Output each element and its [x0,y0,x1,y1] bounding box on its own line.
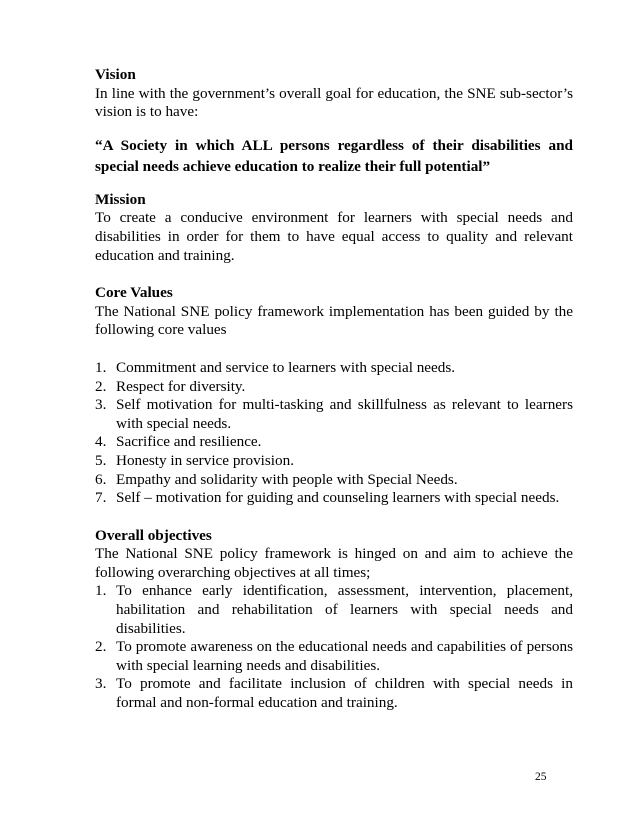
list-item-number: 1. [95,358,107,376]
core-values-intro: The National SNE policy framework implementation has been guided by the following core values [95,302,573,339]
list-item-text: To enhance early identification, assessment, intervention, placement, habilitation and rehabilitation of learners with special needs and disabilities. [116,582,573,637]
mission-section [95,191,573,265]
core-values-section [95,284,573,508]
vision-heading: Vision [95,66,136,83]
list-item-text: Self – motivation for guiding and counseling learners with special needs. [116,489,560,507]
overall-objectives-heading: Overall objectives [95,526,212,544]
list-item [95,489,573,508]
list-item [95,452,573,471]
list-item [95,359,573,378]
list-item-number: 5. [95,451,107,469]
list-item-number: 3. [95,396,107,414]
list-item-number: 6. [95,470,107,488]
list-item-number: 7. [95,489,107,507]
list-item [95,638,573,675]
vision-statement: “A Society in which ALL persons regardless of their disabilities and special needs achieve education to realize their full potential” [95,136,573,176]
overall-objectives-list [95,582,573,712]
list-item-text: Respect for diversity. [116,377,246,395]
vision-intro: In line with the government’s overall goal for education, the SNE sub-sector’s vision is to have: [95,84,573,121]
list-item-number: 2. [95,638,107,656]
list-item [95,378,573,397]
page-number: 25 [535,771,547,783]
document-page [95,66,573,713]
overall-objectives-section [95,527,573,713]
mission-text: To create a conducive environment for learners with special needs and disabilities in order for them to have equal access to quality and relevant education and training. [95,209,573,264]
list-item-text: Self motivation for multi-tasking and skillfulness as relevant to learners with special needs. [116,396,573,432]
list-item [95,675,573,712]
list-item-text: Honesty in service provision. [116,451,295,469]
list-item-number: 3. [95,675,107,693]
list-item-text: To promote awareness on the educational needs and capabilities of persons with special learning needs and disabilities. [116,638,573,674]
list-item [95,471,573,490]
core-values-list [95,359,573,508]
list-item-text: Empathy and solidarity with people with Special Needs. [116,470,458,488]
mission-heading: Mission [95,190,146,208]
list-item-text: Sacrifice and resilience. [116,433,262,451]
list-item-number: 2. [95,377,107,395]
vision-section [95,66,573,178]
list-item-text: To promote and facilitate inclusion of children with special needs in formal and non-formal education and training. [116,675,573,712]
list-item-text: Commitment and service to learners with special needs. [116,358,456,376]
overall-objectives-intro: The National SNE policy framework is hinged on and aim to achieve the following overarching objectives at all times; [95,545,573,581]
list-item [95,396,573,433]
core-values-heading: Core Values [95,284,173,302]
list-item [95,582,573,638]
list-item [95,433,573,452]
list-item-number: 1. [95,582,107,600]
list-item-number: 4. [95,433,107,451]
